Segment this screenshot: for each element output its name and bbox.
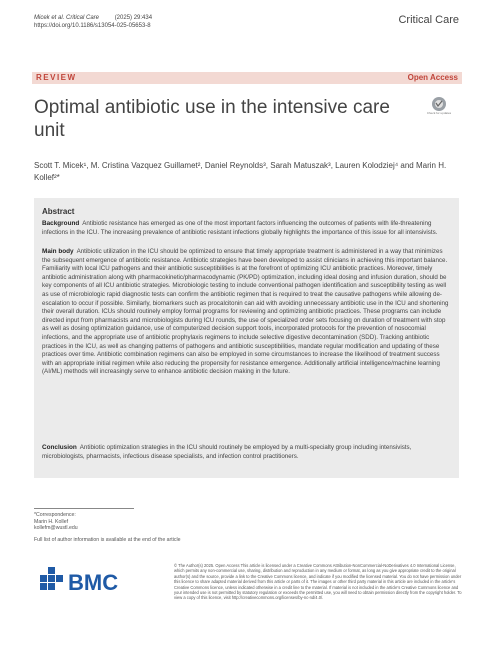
open-access-label: Open Access: [407, 73, 458, 82]
year-volume: (2025) 29:434: [114, 15, 153, 21]
abstract-main-body: [42, 248, 452, 377]
abstract-box: [34, 198, 459, 478]
citation-text: Micek et al. Critical Care: [34, 15, 100, 21]
abstract-heading: Abstract: [42, 207, 75, 216]
author-list: Scott T. Micek¹, M. Cristina Vazquez Guillamet², Daniel Reynolds³, Sarah Matuszak³, Lauren Kolodziej⁴ and Marin H. Kollef²*: [34, 161, 447, 182]
check-for-updates-icon: [426, 94, 452, 120]
conclusion-text: Antibiotic optimization strategies in the ICU should routinely be employed by a multi-specialty group including intensivists, microbiologists, pharmacists, infectious disease specialists, and infection control practitioners.: [42, 444, 412, 460]
bmc-logo-icon: [40, 563, 130, 603]
running-header: [34, 14, 166, 30]
license-text: © The Author(s) 2025. Open Access This article is licensed under a Creative Commons Attribution-NonCommercial-NoDerivatives 4.0 International License, which permits any non-commercial use, sharing, distribution and reproduction in any medium or format, as long as you give appropriate credit to the original author(s) and the source, provide a link to the Creative Commons licence, and indicate if you modified the licensed material. You do not have permission under this licence to share adapted material derived from this article or parts of it. The images or other third party material in this article are included in the article's Creative Commons licence, unless indicated otherwise in a credit line to the material. If material is not included in the article's Creative Commons licence and your intended use is not permitted by statutory regulation or exceeds the permitted use, you will need to obtain permission directly from the copyright holder. To view a copy of this licence, visit http://creativecommons.org/licenses/by-nc-nd/4.0/.: [174, 563, 462, 601]
background-label: Background: [42, 220, 80, 227]
bmc-logo-text: BMC: [68, 570, 119, 595]
check-for-updates-badge[interactable]: [426, 94, 452, 120]
article-type-label: REVIEW: [36, 73, 77, 82]
badge-label: Check for updates: [426, 111, 452, 115]
article-type-banner: [32, 72, 462, 84]
abstract-background: [42, 220, 452, 237]
bmc-logo: [40, 563, 130, 603]
background-text: Antibiotic resistance has emerged as one of the most important factors influencing the outcomes of patients with life-threatening infections in the ICU. The increasing prevalence of antibiotic resistant infections globally highlights the importance of this issue for all intensivists.: [42, 220, 438, 236]
doi-link[interactable]: https://doi.org/10.1186/s13054-025-05653-8: [34, 23, 151, 29]
correspondence-label: *Correspondence:: [34, 512, 76, 518]
conclusion-label: Conclusion: [42, 444, 77, 451]
abstract-conclusion: [42, 444, 452, 461]
correspondence-name: Marin H. Kollef: [34, 518, 69, 525]
main-body-text: Antibiotic utilization in the ICU should be optimized to ensure that timely appropriate treatment is administered in a way that minimizes the subsequent emergence of antibiotic resistance. Antibiotic strategies have been developed to assist clinicians in achieving this important balance. Familiarity with local ICU pathogens and their antibiotic susceptibilities is at the forefront of optimizing ICU antibiotic practices. Moreover, timely antibiotic administration along with pharmacokinetic/pharmacodynamic (PK/PD) optimization, including ideal dosing and infusion duration, should be key components of all ICU antibiotic strategies. Microbiologic testing to include conventional pathogen identification and susceptibility testing as well as use of microbiologic rapid diagnostic tests can confirm the antibiotic regimen that is required to treat the causative pathogens while allowing de-escalation to occur if possible. Similarly, biomarkers such as procalcitonin can aid with avoiding unnecessary antibiotic use in the ICU and shortening their overall duration. ICUs should routinely employ formal programs for reviewing and optimizing antibiotic practices. These programs can include directed input from pharmacists and microbiologists during ICU rounds, the use of specialized order sets focusing on duration of treatment with stop as well as dosing optimization guidance, use of computerized decision support tools, incorporated protocols for the prevention of nosocomial infections, and the appropriate use of antibiotic prophylaxis regimens to include selective digestive decontamination (SDD). Tracking antibiotic practices in the ICU, as well as changing patterns of pathogens and antibiotic susceptibilities, mandate regular modification and updating of these practices over time. Antibiotic combination regimens can also be employed in some circumstances to increase the likelihood of treatment success with an appropriate initial regimen while also reducing the propensity for resistance emergence. Additionally artificial intelligence/machine learning (AI/ML) methods will increasingly serve to enhance antibiotic decision making in the future.: [42, 248, 449, 376]
journal-name: Critical Care: [398, 14, 459, 26]
correspondence-block: [34, 512, 78, 532]
correspondence-email[interactable]: kollefm@wustl.edu: [34, 525, 78, 532]
footnote-divider: [34, 508, 134, 509]
author-info-note: Full list of author information is available at the end of the article: [34, 537, 181, 543]
main-body-label: Main body: [42, 248, 74, 255]
article-title: Optimal antibiotic use in the intensive care unit: [34, 97, 390, 141]
